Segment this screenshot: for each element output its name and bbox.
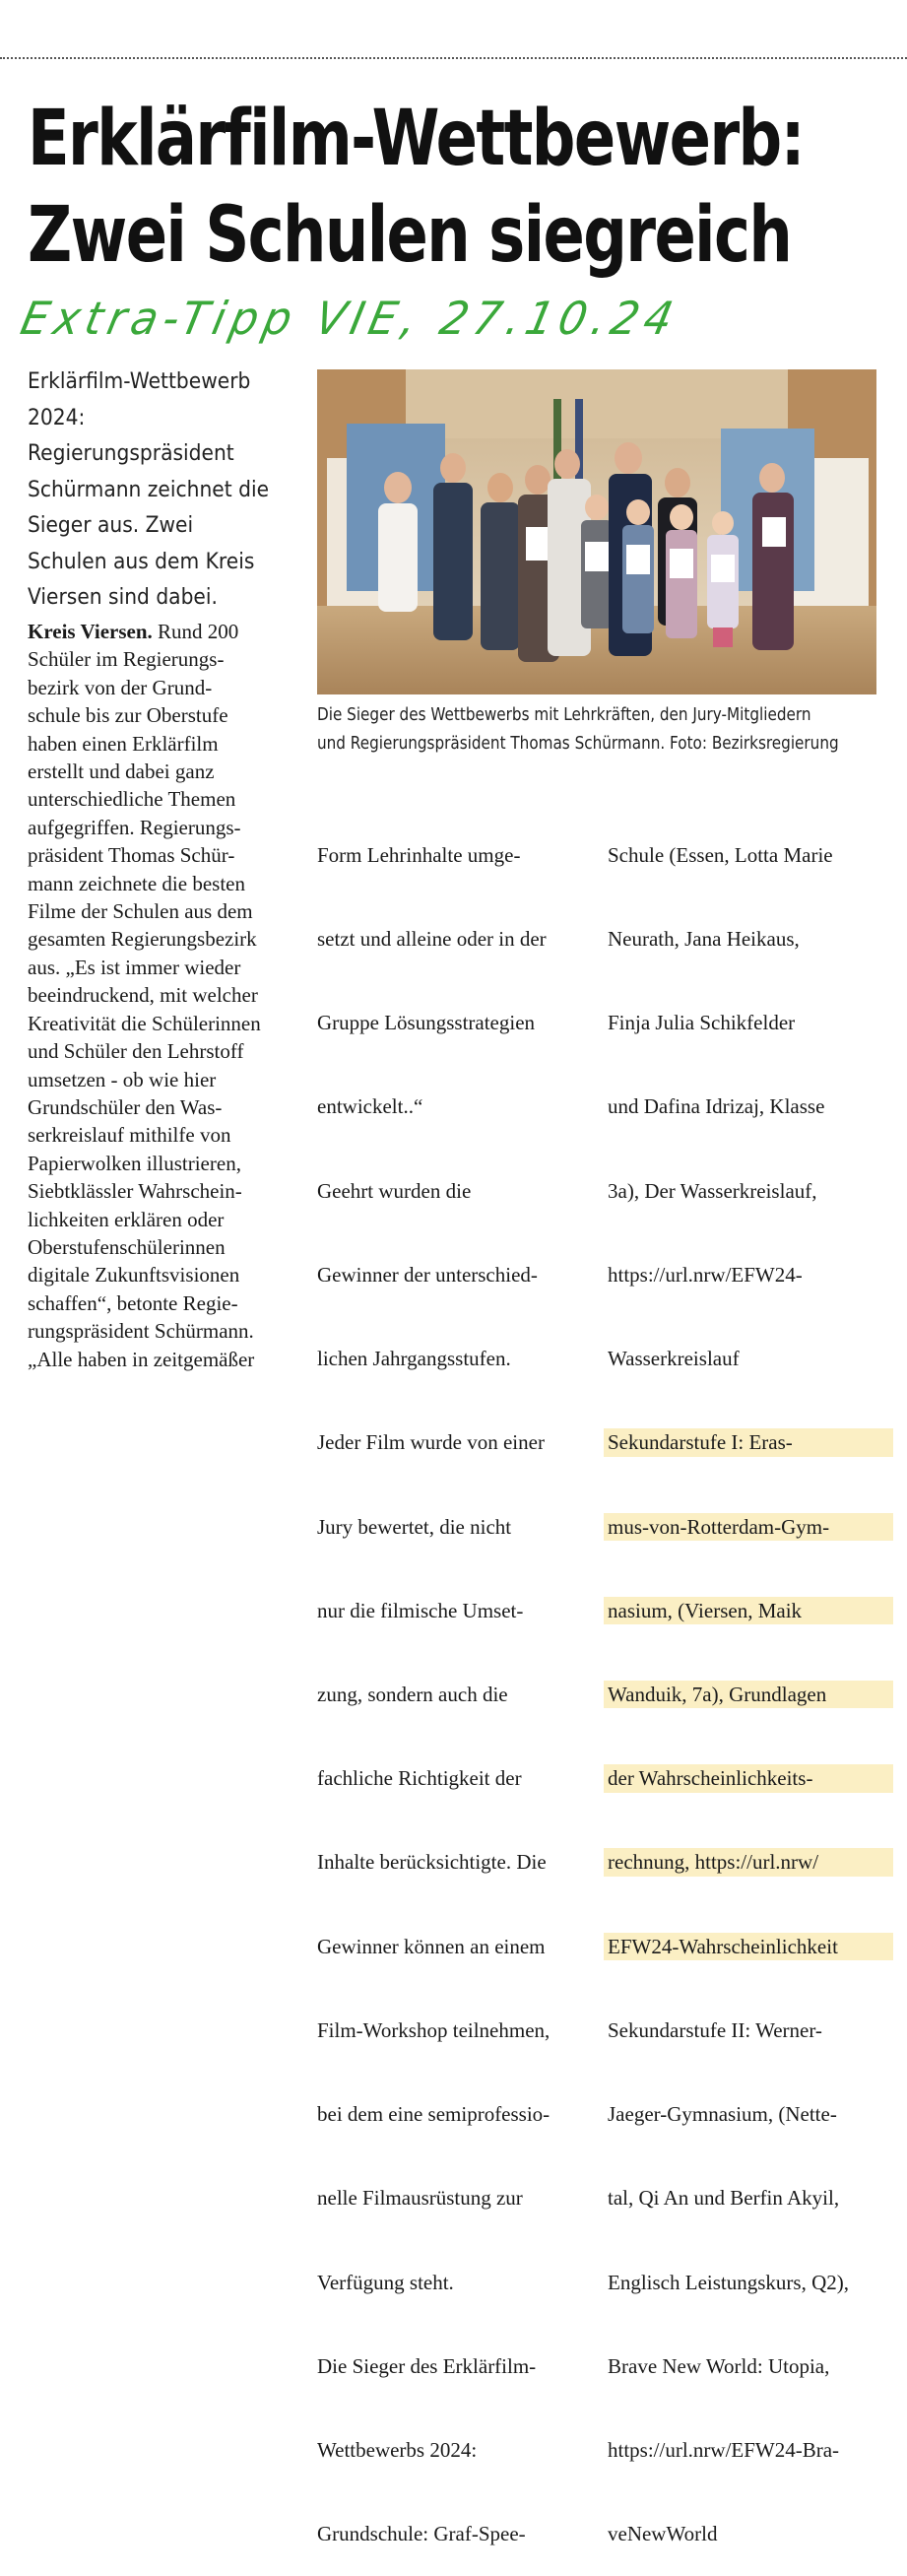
body-line: unterschiedliche Themen	[28, 787, 236, 812]
body-line: „Alle haben in zeitgemäßer	[28, 1347, 255, 1371]
body-line: lichkeiten erklären oder	[28, 1207, 225, 1231]
body-line: umsetzen - ob wie hier	[28, 1067, 217, 1091]
body-line: Gruppe Lösungsstrategien	[317, 1011, 536, 1035]
body-line: Jury bewertet, die nicht	[317, 1514, 512, 1539]
body-column-3	[608, 785, 893, 2576]
body-line: tal, Qi An und Berfin Akyil,	[608, 2186, 840, 2211]
body-line: mann zeichnete die besten	[28, 871, 245, 895]
headline	[28, 91, 804, 284]
highlighted-line: rechnung, https://url.nrw/	[604, 1848, 893, 1876]
body-line-text: Rund 200	[158, 620, 239, 643]
body-line: Gewinner der unterschied-	[317, 1262, 538, 1287]
body-column-2	[317, 785, 595, 2576]
caption-line-1: Die Sieger des Wettbewerbs mit Lehrkräften, den Jury-Mitgliedern	[317, 705, 811, 725]
body-line: haben einen Erklärfilm	[28, 731, 219, 756]
body-line: Film-Workshop teilnehmen,	[317, 2017, 551, 2042]
body-line: Neurath, Jana Heikaus,	[608, 927, 800, 952]
body-line: und Schüler den Lehrstoff	[28, 1039, 244, 1064]
highlighted-line: der Wahrscheinlichkeits-	[604, 1764, 893, 1792]
lead-paragraph: Erklärfilm-Wettbewerb 2024: Regierungspräsident Schürmann zeichnet die Sieger aus. Zwei Schulen aus dem Kreis Viersen sind dabei.	[28, 369, 270, 610]
body-line: 3a), Der Wasserkreislauf,	[608, 1178, 817, 1203]
body-line: Geehrt wurden die	[317, 1178, 472, 1203]
body-line: zung, sondern auch die	[317, 1683, 508, 1706]
body-line: lichen Jahrgangsstufen.	[317, 1347, 511, 1371]
body-line: Gewinner können an einem	[317, 1934, 546, 1958]
body-line: entwickelt..“	[317, 1094, 423, 1119]
highlighted-line: Sekundarstufe I: Eras-	[604, 1428, 893, 1456]
body-line: Filme der Schulen aus dem	[28, 899, 253, 924]
body-column-1	[28, 618, 303, 1373]
body-line	[28, 618, 303, 645]
winners-photo	[317, 369, 876, 694]
body-line: Inhalte berücksichtigte. Die	[317, 1850, 547, 1875]
highlighted-line: nasium, (Viersen, Maik	[604, 1597, 893, 1624]
highlighted-line: Wanduik, 7a), Grundlagen	[604, 1681, 893, 1708]
body-line: digitale Zukunftsvisionen	[28, 1263, 240, 1288]
body-line: Die Sieger des Erklärfilm-	[317, 2353, 537, 2378]
body-line: aufgegriffen. Regierungs-	[28, 815, 241, 839]
body-line: Jeder Film wurde von einer	[317, 1430, 545, 1455]
body-line: schaffen“, betonte Regie-	[28, 1290, 238, 1315]
body-line: veNewWorld	[608, 2522, 718, 2546]
body-line: Jaeger-Gymnasium, (Nette-	[608, 2102, 837, 2127]
body-line: Finja Julia Schikfelder	[608, 1011, 796, 1035]
body-line: https://url.nrw/EFW24-Bra-	[608, 2437, 840, 2462]
body-line: gesamten Regierungsbezirk	[28, 927, 257, 952]
body-line: bei dem eine semiprofessio-	[317, 2102, 551, 2127]
body-line: Schule (Essen, Lotta Marie	[608, 842, 833, 867]
body-line: Sekundarstufe II: Werner-	[608, 2017, 822, 2042]
body-line: präsident Thomas Schür-	[28, 843, 235, 868]
body-line: schule bis zur Oberstufe	[28, 703, 228, 728]
body-line: Verfügung steht.	[317, 2270, 454, 2294]
caption-line-2: und Regierungspräsident Thomas Schürmann. Foto: Bezirksregierung	[317, 734, 839, 754]
body-line: https://url.nrw/EFW24-	[608, 1262, 803, 1287]
body-line: Kreativität die Schülerinnen	[28, 1011, 261, 1035]
body-line: nur die filmische Umset-	[317, 1598, 524, 1622]
body-line: Brave New World: Utopia,	[608, 2353, 830, 2378]
body-line: serkreislauf mithilfe von	[28, 1123, 231, 1148]
body-line: aus. „Es ist immer wieder	[28, 955, 241, 979]
body-line: Oberstufenschülerinnen	[28, 1234, 226, 1259]
headline-line-1: Erklärfilm-Wettbewerb:	[28, 95, 804, 183]
photo-caption	[317, 701, 839, 759]
body-line: beeindruckend, mit welcher	[28, 983, 258, 1008]
body-line: nelle Filmausrüstung zur	[317, 2186, 523, 2211]
highlighted-line: EFW24-Wahrscheinlichkeit	[604, 1933, 893, 1960]
body-line: und Dafina Idrizaj, Klasse	[608, 1094, 825, 1119]
body-line: Form Lehrinhalte umge-	[317, 842, 521, 867]
handwritten-source-note: Extra-Tipp VIE, 27.10.24	[16, 292, 683, 345]
highlighted-line: mus-von-Rotterdam-Gym-	[604, 1513, 893, 1541]
body-line: Grundschule: Graf-Spee-	[317, 2522, 526, 2546]
body-line: Grundschüler den Was-	[28, 1094, 223, 1119]
body-line: Schüler im Regierungs-	[28, 647, 225, 672]
body-line: Siebtklässler Wahrschein-	[28, 1179, 242, 1204]
body-line: setzt und alleine oder in der	[317, 927, 547, 952]
body-line: Wasserkreislauf	[608, 1347, 740, 1371]
body-line: fachliche Richtigkeit der	[317, 1766, 522, 1791]
body-line: Papierwolken illustrieren,	[28, 1151, 241, 1175]
body-line: Englisch Leistungskurs, Q2),	[608, 2270, 849, 2294]
top-dotted-rule	[0, 57, 907, 59]
body-line: Wettbewerbs 2024:	[317, 2437, 478, 2462]
headline-line-2: Zwei Schulen siegreich	[28, 191, 792, 280]
dateline: Kreis Viersen.	[28, 620, 153, 643]
body-line: bezirk von der Grund-	[28, 675, 213, 699]
body-line: erstellt und dabei ganz	[28, 760, 215, 784]
body-line: rungspräsident Schürmann.	[28, 1319, 254, 1344]
